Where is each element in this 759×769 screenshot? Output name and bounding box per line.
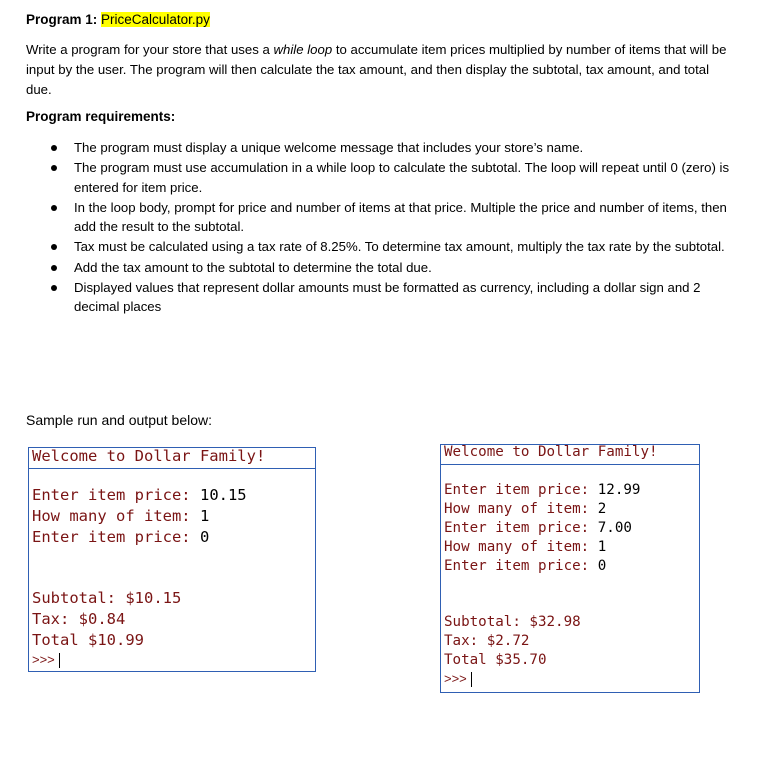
tax-row: [444, 633, 529, 649]
bullet-icon: [51, 165, 57, 171]
count-value: 1: [597, 539, 607, 555]
total-row: [444, 652, 547, 668]
console-welcome-row: [441, 445, 699, 465]
bullet-icon: [51, 145, 57, 151]
count-prompt: How many of item:: [444, 501, 590, 517]
bullet-icon: [51, 285, 57, 291]
requirement-text: The program must use accumulation in a while loop to calculate the subtotal. The loop will repeat until 0 (zero) is entered for item price.: [74, 160, 730, 195]
requirement-item: [26, 237, 742, 257]
tax-value: $2.72: [486, 633, 530, 649]
subtotal-row: [32, 589, 181, 607]
bullet-icon: [51, 205, 57, 211]
price-prompt-row: [444, 558, 606, 574]
description-part-1: Write a program for your store that uses a: [26, 42, 274, 57]
price-prompt-row: [32, 486, 247, 504]
count-value: 2: [597, 501, 607, 517]
sample-output-console-1: [28, 447, 316, 672]
text-cursor-icon: [59, 653, 60, 668]
shell-prompt-row[interactable]: [444, 671, 472, 687]
requirement-item: [26, 198, 742, 237]
program-description: [26, 40, 738, 100]
price-prompt-row: [32, 528, 209, 546]
text-cursor-icon: [471, 672, 472, 687]
shell-prompt-row[interactable]: [32, 652, 60, 668]
count-prompt-row: [444, 501, 606, 517]
welcome-message: Welcome to Dollar Family!: [444, 444, 658, 460]
requirement-text: Displayed values that represent dollar amounts must be formatted as currency, including a dollar sign and 2 decimal places: [74, 279, 701, 315]
price-value: 12.99: [597, 482, 641, 498]
tax-row: [32, 610, 125, 628]
shell-prompt: >>>: [32, 652, 55, 667]
price-prompt: Enter item price:: [32, 486, 191, 504]
sample-output-console-2: [440, 444, 700, 693]
total-label: Total: [444, 652, 487, 668]
total-value: $35.70: [495, 652, 547, 668]
total-label: Total: [32, 631, 79, 649]
price-prompt: Enter item price:: [444, 520, 590, 536]
price-prompt-row: [444, 482, 640, 498]
requirement-text: The program must display a unique welcome message that includes your store’s name.: [74, 140, 584, 155]
program-title-label: Program 1:: [26, 12, 98, 27]
price-prompt-row: [444, 520, 632, 536]
price-prompt: Enter item price:: [444, 482, 590, 498]
console-welcome-row: [29, 448, 315, 469]
requirements-heading: Program requirements:: [26, 109, 176, 124]
count-prompt-row: [444, 539, 606, 555]
price-value: 10.15: [199, 486, 247, 504]
requirement-text: Add the tax amount to the subtotal to determine the total due.: [74, 259, 432, 275]
bullet-icon: [51, 244, 57, 250]
subtotal-value: $10.15: [125, 589, 182, 607]
count-prompt-row: [32, 507, 209, 525]
price-value: 7.00: [597, 520, 632, 536]
requirement-text: Tax must be calculated using a tax rate of 8.25%. To determine tax amount, multiply the tax rate by the subtotal.: [74, 239, 725, 255]
subtotal-label: Subtotal:: [444, 614, 521, 630]
price-prompt: Enter item price:: [444, 558, 590, 574]
tax-label: Tax:: [444, 633, 479, 649]
shell-prompt: >>>: [444, 671, 467, 686]
price-value: 0: [597, 558, 607, 574]
requirement-item: [26, 158, 742, 197]
requirement-item: [26, 278, 742, 317]
requirement-item: [26, 138, 742, 158]
bullet-icon: [51, 265, 57, 271]
program-filename: PriceCalculator.py: [101, 12, 210, 27]
requirement-item: [26, 258, 742, 278]
program-title: [26, 12, 210, 27]
total-row: [32, 631, 144, 649]
sample-run-label: Sample run and output below:: [26, 412, 213, 428]
price-prompt: Enter item price:: [32, 528, 191, 546]
subtotal-label: Subtotal:: [32, 589, 116, 607]
total-value: $10.99: [88, 631, 145, 649]
description-emphasis: while loop: [273, 42, 333, 57]
count-prompt: How many of item:: [444, 539, 590, 555]
count-prompt: How many of item:: [32, 507, 191, 525]
subtotal-row: [444, 614, 581, 630]
description-part-2: to accumulate item prices multiplied by number of items that will be input by the user. The program will then calculate the tax amount, and then display the subtotal, tax amount, and total due.: [26, 42, 727, 97]
welcome-message: Welcome to Dollar Family!: [32, 447, 266, 465]
count-value: 1: [199, 507, 210, 525]
price-value: 0: [199, 528, 210, 546]
tax-value: $0.84: [78, 610, 126, 628]
tax-label: Tax:: [32, 610, 70, 628]
subtotal-value: $32.98: [529, 614, 581, 630]
requirement-text: In the loop body, prompt for price and number of items at that price. Multiple the price and number of items, then add the result to the subtotal.: [74, 199, 727, 235]
requirements-list: [26, 138, 742, 317]
